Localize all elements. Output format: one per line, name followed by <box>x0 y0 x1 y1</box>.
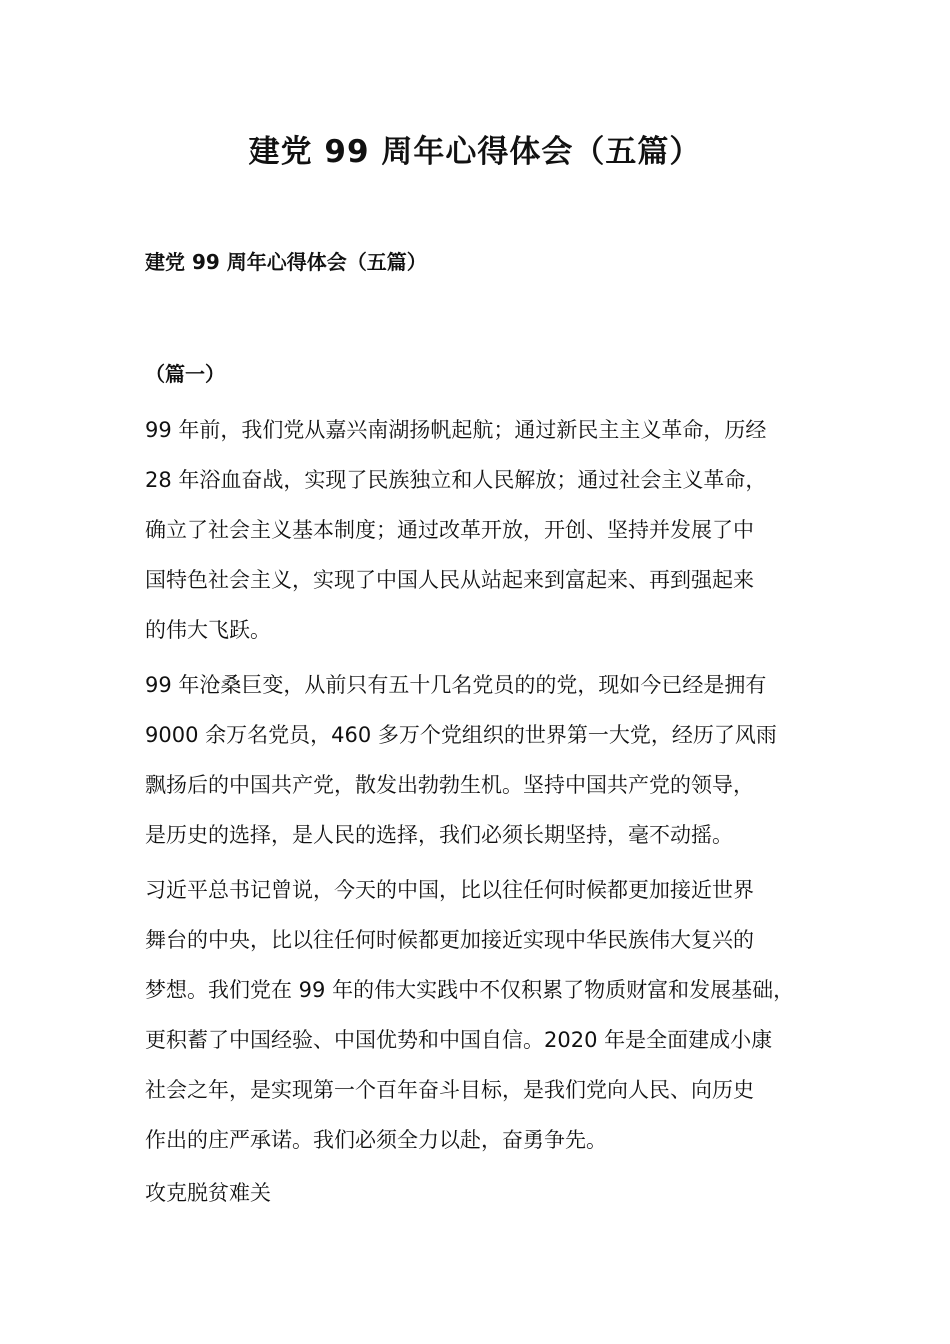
paragraph-line: 攻克脱贫难关 <box>145 1181 271 1205</box>
paragraph-3 <box>145 865 825 1165</box>
paragraph-line: 习近平总书记曾说，今天的中国，比以往任何时候都更加接近世界 <box>145 878 754 902</box>
document-title: 建党 99 周年心得体会（五篇） <box>248 134 702 170</box>
paragraph-line: 99 年沧桑巨变，从前只有五十几名党员的的党，现如今已经是拥有 <box>145 673 767 697</box>
document-subtitle: 建党 99 周年心得体会（五篇） <box>145 250 427 274</box>
section-heading: （篇一） <box>145 362 225 386</box>
paragraph-line: 梦想。我们党在 99 年的伟大实践中不仅积累了物质财富和发展基础， <box>145 978 795 1002</box>
paragraph-line: 的伟大飞跃。 <box>145 618 271 642</box>
paragraph-1 <box>145 405 825 655</box>
paragraph-line: 舞台的中央，比以往任何时候都更加接近实现中华民族伟大复兴的 <box>145 928 754 952</box>
paragraph-line: 国特色社会主义，实现了中国人民从站起来到富起来、再到强起来 <box>145 568 754 592</box>
paragraph-line: 99 年前，我们党从嘉兴南湖扬帆起航；通过新民主主义革命，历经 <box>145 418 767 442</box>
paragraph-line: 28 年浴血奋战，实现了民族独立和人民解放；通过社会主义革命， <box>145 468 767 492</box>
paragraph-line: 社会之年，是实现第一个百年奋斗目标，是我们党向人民、向历史 <box>145 1078 754 1102</box>
paragraph-line: 飘扬后的中国共产党，散发出勃勃生机。坚持中国共产党的领导， <box>145 773 754 797</box>
paragraph-line: 9000 余万名党员，460 多万个党组织的世界第一大党，经历了风雨 <box>145 723 777 747</box>
paragraph-line: 是历史的选择，是人民的选择，我们必须长期坚持，毫不动摇。 <box>145 823 733 847</box>
paragraph-line: 更积蓄了中国经验、中国优势和中国自信。2020 年是全面建成小康 <box>145 1028 773 1052</box>
paragraph-line: 确立了社会主义基本制度；通过改革开放，开创、坚持并发展了中 <box>145 518 754 542</box>
paragraph-line: 作出的庄严承诺。我们必须全力以赴，奋勇争先。 <box>145 1128 607 1152</box>
paragraph-2 <box>145 660 825 860</box>
paragraph-4 <box>145 1168 825 1218</box>
